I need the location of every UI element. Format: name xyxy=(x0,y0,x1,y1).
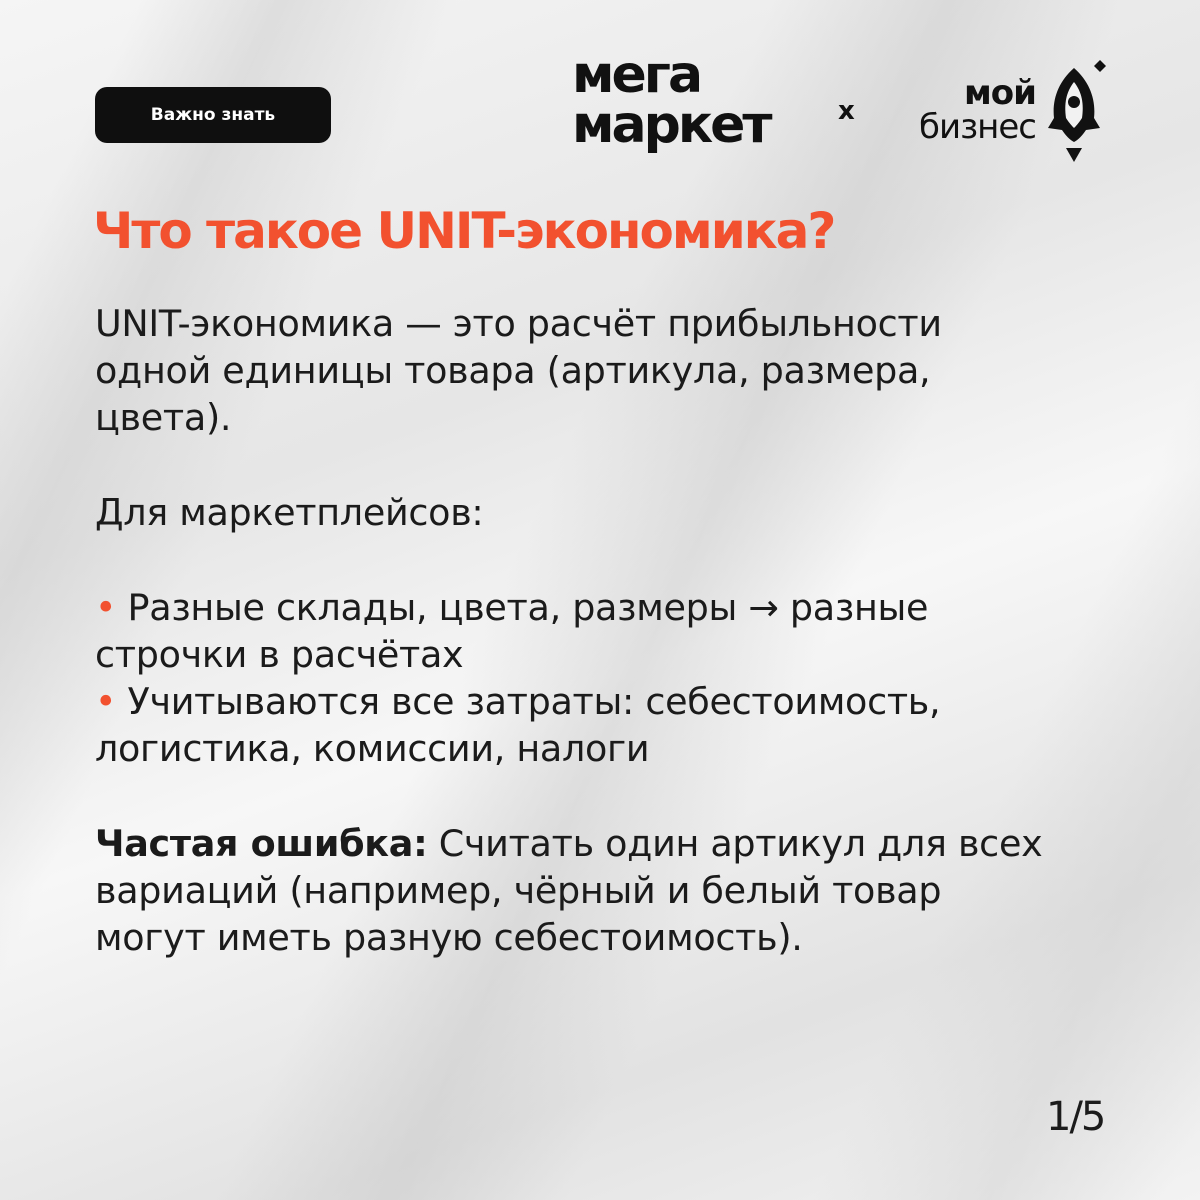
bullet-continuation: логистика, комиссии, налоги xyxy=(95,727,650,770)
logo-mega-line1: мега xyxy=(572,45,701,105)
page-title: Что такое UNIT-экономика? xyxy=(93,202,835,260)
mistake-line: вариаций (например, чёрный и белый товар xyxy=(95,869,942,912)
bullet-continuation: строчки в расчётах xyxy=(95,633,464,676)
mistake-label: Частая ошибка: xyxy=(95,822,428,865)
logo-partner-line2: бизнес xyxy=(919,107,1036,147)
content-body xyxy=(95,300,1125,961)
moy-biznes-logo xyxy=(876,73,1036,147)
rocket-pin-icon xyxy=(1044,60,1106,168)
marketplaces-heading: Для маркетплейсов: xyxy=(95,491,484,534)
mistake-line xyxy=(95,820,1125,867)
logo-mega-line2: маркет xyxy=(572,95,770,155)
bullet-text: Учитываются все затраты: себестоимость, xyxy=(127,680,941,723)
definition-line: цвета). xyxy=(95,396,232,439)
logo-separator: x xyxy=(838,96,855,126)
badge-label: Важно знать xyxy=(150,105,276,125)
badge-important xyxy=(95,87,331,143)
mistake-line: могут иметь разную себестоимость). xyxy=(95,916,803,959)
logo-partner-line1: мой xyxy=(964,73,1036,113)
definition-line: одной единицы товара (артикула, размера, xyxy=(95,349,931,392)
page-indicator: 1/5 xyxy=(1046,1094,1105,1140)
bullet-item xyxy=(95,584,1125,631)
definition-line: UNIT-экономика — это расчёт прибыльности xyxy=(95,302,942,345)
megamarket-logo xyxy=(572,45,822,155)
mistake-text: Считать один артикул для всех xyxy=(438,822,1043,865)
bullet-text: Разные склады, цвета, размеры → разные xyxy=(127,586,929,629)
bullet-item xyxy=(95,678,1125,725)
bullet-marker: • xyxy=(95,680,117,723)
bullet-marker: • xyxy=(95,586,117,629)
